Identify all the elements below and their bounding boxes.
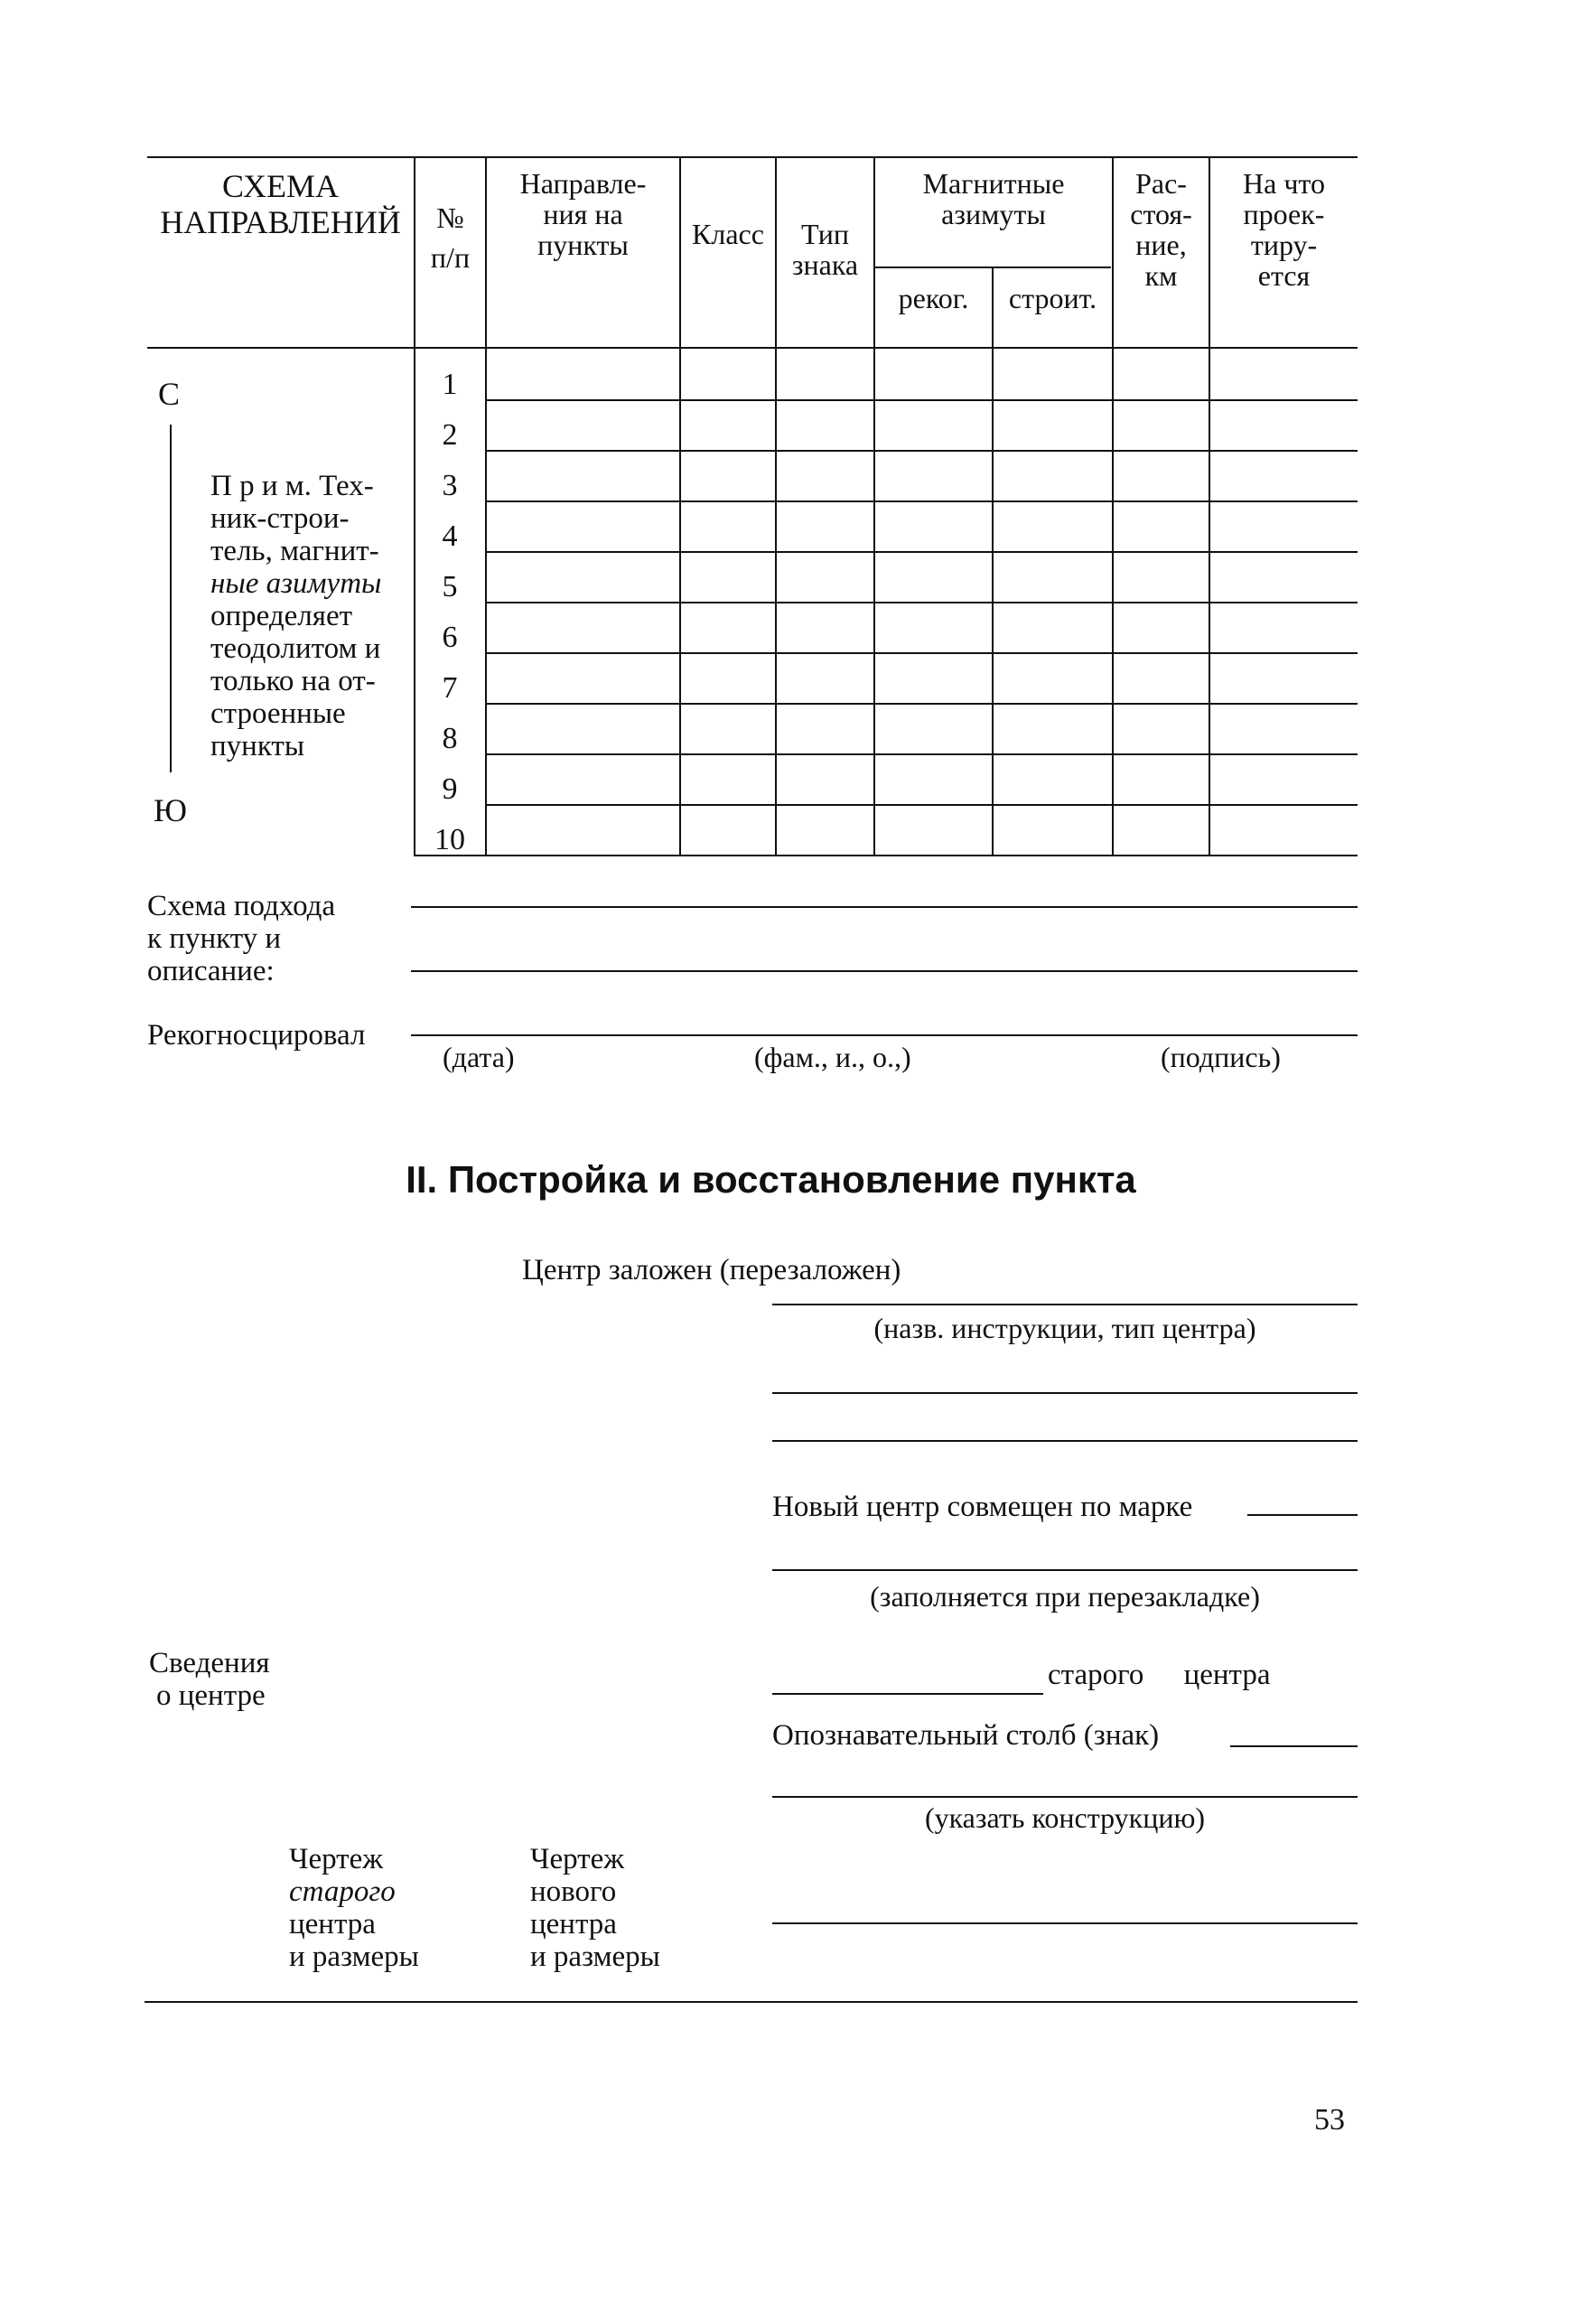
note-line: только на от- [210,665,376,697]
table-col-rule [679,156,681,856]
header-projected-line: проек- [1243,198,1325,230]
marker-post-text: Опознавательный столб (знак) [772,1719,1160,1752]
row-number: 9 [442,772,458,806]
recon-label: Рекогносцировал [147,1019,366,1052]
header-directions-line: пункты [537,229,629,261]
section-title: II. Постройка и восстановление пункта [406,1158,1136,1201]
header-build: строит. [1008,282,1097,314]
bottom-rule [145,2001,1358,2003]
row-number: 5 [442,570,458,603]
row-number: 7 [442,671,458,705]
new-center-fill-line [772,1569,1358,1571]
old-drawing-line: Чертеж [289,1843,384,1875]
note-line: ник-строи- [210,502,350,535]
center-info-line: о центре [156,1679,266,1712]
header-distance-line: ние, [1135,229,1187,261]
instruction-fill-line [772,1392,1358,1394]
header-distance [1114,168,1209,291]
header-magnetic-azimuths [875,168,1112,229]
approach-label [147,890,409,987]
note-line: П р и м. Тех- [210,470,374,502]
header-scheme-line: НАПРАВЛЕНИЙ [160,204,401,240]
north-label: С [158,376,181,412]
north-south-axis [170,425,172,772]
row-number: 10 [434,823,465,856]
table-bottom-rule [414,855,1358,856]
table-col-rule [873,156,875,856]
table-header-rule [147,347,1358,349]
row-number: 1 [442,368,458,401]
header-sign-type [777,219,873,280]
note-line: строенные [210,697,346,730]
new-drawing-line: центра [530,1908,617,1941]
approach-label-line: Схема подхода [147,890,336,922]
old-drawing-line: старого [289,1875,396,1908]
header-class: Класс [692,218,764,250]
header-number-line: п/п [430,241,471,274]
recon-signature-caption: (подпись) [1161,1041,1281,1073]
header-projected-line: тиру- [1250,229,1318,261]
header-distance-line: Рас- [1135,167,1187,200]
old-drawing-line: и размеры [289,1941,419,1973]
new-center-text: Новый центр совмещен по марке [772,1491,1193,1523]
new-center-fill-line [1247,1514,1358,1516]
header-sign-type-line: знака [791,248,859,281]
header-projected [1210,168,1358,291]
row-number: 2 [442,418,458,452]
row-separator [487,652,1358,654]
south-label: Ю [154,792,188,828]
recon-date-caption: (дата) [443,1041,515,1073]
old-center-fill-line [772,1693,1043,1695]
instruction-caption: (назв. инструкции, тип центра) [873,1312,1256,1344]
row-number: 8 [442,722,458,755]
row-separator [487,703,1358,705]
header-magnetic-line: азимуты [941,198,1046,230]
recon-name-caption: (фам., и., о.,) [754,1041,911,1073]
new-drawing-line: Чертеж [530,1843,625,1875]
new-drawing-label [530,1843,660,1973]
approach-fill-line [411,906,1358,908]
center-info-label [149,1647,270,1712]
table-top-rule [147,156,1358,158]
note-line: пункты [210,730,305,762]
approach-label-line: к пункту и [147,922,282,955]
header-directions-line: Направле- [519,167,647,200]
marker-post-fill-line [1230,1745,1358,1747]
recon-fill-line [411,1034,1358,1036]
row-number: 3 [442,469,458,502]
row-separator [487,753,1358,755]
header-number [415,202,485,273]
row-separator [487,399,1358,401]
center-laid-line [772,1304,1358,1305]
header-number-line: № [436,201,464,234]
center-info-line: Сведения [149,1647,270,1679]
header-distance-line: стоя- [1130,198,1192,230]
header-directions-line: ния на [543,198,623,230]
header-recon: реког. [898,282,969,314]
new-drawing-line: нового [530,1875,617,1908]
page-number: 53 [1314,2103,1345,2137]
row-separator [487,602,1358,603]
table-col-rule [992,267,994,856]
header-sign-type-line: Тип [801,218,849,250]
row-number: 6 [442,621,458,654]
note-line: ные азимуты [210,567,382,600]
new-drawing-line: и размеры [530,1941,660,1973]
construction-caption: (указать конструкцию) [924,1801,1206,1834]
row-separator [487,500,1358,502]
old-drawing-label [289,1843,419,1973]
old-drawing-line: центра [289,1908,376,1941]
header-projected-line: ется [1257,259,1311,292]
note-line: тель, магнит- [210,535,379,567]
note-line: определяет [210,600,353,632]
construction-fill-line [772,1922,1358,1924]
row-separator [487,804,1358,806]
header-distance-line: км [1144,259,1178,292]
header-scheme [147,168,414,240]
fill-caption: (заполняется при перезакладке) [870,1580,1260,1613]
header-magnetic-line: Магнитные [922,167,1065,200]
marker-post-fill-line [772,1796,1358,1798]
header-projected-line: На что [1243,167,1325,200]
header-directions [487,168,679,260]
row-number: 4 [442,519,458,553]
header-scheme-line: СХЕМА [221,168,340,204]
center-laid-text: Центр заложен (перезаложен) [522,1254,901,1286]
note-line: теодолитом и [210,632,381,665]
instruction-fill-line [772,1440,1358,1442]
row-separator [487,551,1358,553]
approach-fill-line [411,970,1358,972]
table-note [210,470,414,762]
approach-label-line: описание: [147,955,275,987]
old-center-text: старого центра [1048,1659,1271,1691]
row-separator [487,450,1358,452]
